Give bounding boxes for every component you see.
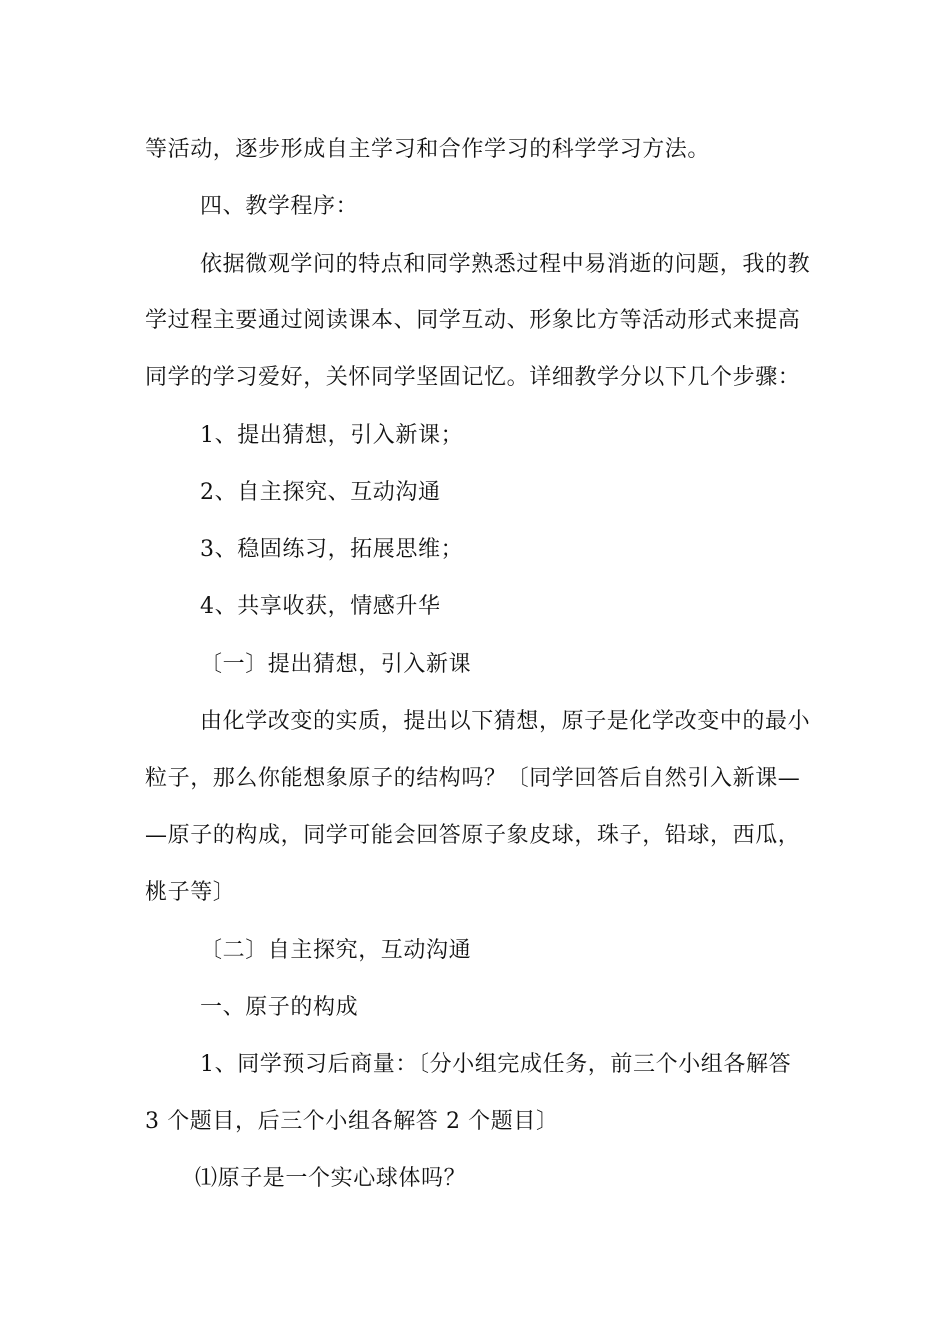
- paragraph-line: 桃子等〕: [145, 880, 236, 905]
- paragraph-line: 3 个题目，后三个小组各解答 2 个题目〕: [145, 1109, 559, 1134]
- question-item: ⑴原子是一个实心球体吗？: [195, 1166, 467, 1191]
- subsection-heading: 〔一〕提出猜想，引入新课: [200, 652, 472, 677]
- list-item: 1、提出猜想，引入新课；: [200, 423, 464, 448]
- list-item: 2、自主探究、互动沟通: [200, 480, 441, 505]
- list-item: 4、共享收获，情感升华: [200, 594, 441, 619]
- section-heading: 四、教学程序：: [200, 194, 359, 219]
- list-item: 3、稳固练习，拓展思维；: [200, 537, 464, 562]
- paragraph-line: 由化学改变的实质，提出以下猜想，原子是化学改变中的最小: [200, 709, 811, 734]
- paragraph-line: —原子的构成，同学可能会回答原子象皮球，珠子，铅球，西瓜，: [145, 823, 801, 848]
- paragraph-line: 粒子，那么你能想象原子的结构吗？〔同学回答后自然引入新课—: [145, 766, 801, 791]
- paragraph-line: 学过程主要通过阅读课本、同学互动、形象比方等活动形式来提高: [145, 308, 801, 333]
- paragraph-line: 同学的学习爱好，关怀同学坚固记忆。详细教学分以下几个步骤：: [145, 365, 801, 390]
- paragraph-line: 1、同学预习后商量：〔分小组完成任务，前三个小组各解答: [200, 1052, 792, 1077]
- section-heading: 一、原子的构成: [200, 995, 359, 1020]
- paragraph-line: 等活动，逐步形成自主学习和合作学习的科学学习方法。: [145, 137, 711, 162]
- subsection-heading: 〔二〕自主探究，互动沟通: [200, 938, 472, 963]
- paragraph-line: 依据微观学问的特点和同学熟悉过程中易消逝的问题，我的教: [200, 252, 811, 277]
